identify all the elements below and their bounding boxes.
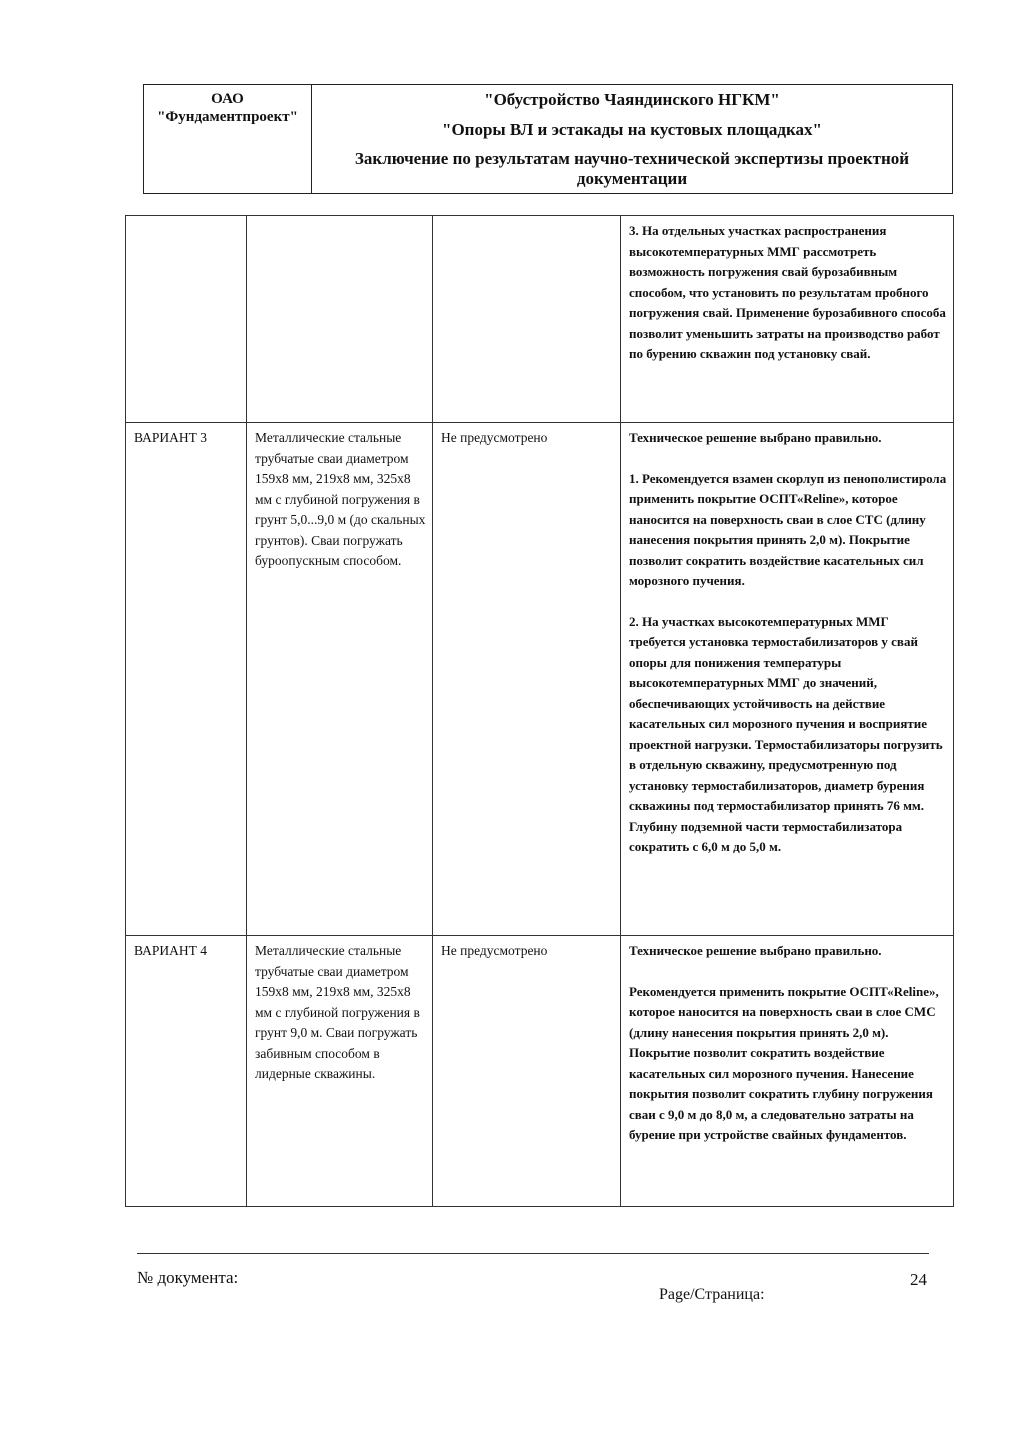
- document-title: Заключение по результатам научно-технической экспертизы проектной документации: [354, 149, 910, 188]
- table-row: [126, 216, 954, 423]
- description-cell: Металлические стальные трубчатые сваи диаметром 159х8 мм, 219х8 мм, 325х8 мм с глубиной погружения в грунт 9,0 м. Сваи погружать забивным способом в лидерные скважины.: [247, 936, 433, 1207]
- conclusion-paragraph: Рекомендуется применить покрытие ОСПТ«Reline», которое наносится на поверхность сваи в слое СМС (длину нанесения покрытия принять 2,0 м). Покрытие позволит сократить воздействие касательных сил морозного пучения. Нанесение покрытия позволит сократить глубину погружения сваи с 9,0 м до 8,0 м, а следовательно затраты на бурение при устройстве свайных фундаментов.: [629, 983, 939, 1142]
- provision-cell: Не предусмотрено: [433, 423, 621, 936]
- conclusion-verdict: Техническое решение выбрано правильно.: [629, 430, 882, 445]
- variant-cell: [126, 216, 247, 423]
- description-cell: Металлические стальные трубчатые сваи диаметром 159х8 мм, 219х8 мм, 325х8 мм с глубиной погружения в грунт 5,0...9,0 м (до скальных грунтов). Сваи погружать буроопускным способом.: [247, 423, 433, 936]
- conclusion-cell: [621, 423, 954, 936]
- conclusion-paragraph: 3. На отдельных участках распространения высокотемпературных ММГ рассмотреть возможность погружения свай бурозабивным способом, что установить по результатам пробного погружения свай. Применение бурозабивного способа позволит уменьшить затраты на производство работ по бурению скважин под установку свай.: [629, 223, 946, 361]
- conclusion-paragraph: 2. На участках высокотемпературных ММГ требуется установка термостабилизаторов у свай опоры для понижения температуры высокотемпературных ММГ до значений, обеспечивающих устойчивость на действие касательных сил морозного пучения и восприятие проектной нагрузки. Термостабилизаторы погрузить в отдельную скважину, предусмотренную под установку термостабилизаторов, диаметр бурения скважины под термостабилизатор принять 76 мм. Глубину подземной части термостабилизатора сократить с 6,0 м до 5,0 м.: [629, 613, 943, 854]
- conclusion-cell: [621, 936, 954, 1207]
- project-title: "Обустройство Чаяндинского НГКМ": [484, 90, 780, 109]
- variant-cell: ВАРИАНТ 3: [126, 423, 247, 936]
- table-row: [126, 423, 954, 936]
- description-cell: [247, 216, 433, 423]
- document-number-label: № документа:: [137, 1268, 239, 1287]
- org-line-1: ОАО: [211, 91, 244, 107]
- footer-divider: [137, 1253, 929, 1254]
- project-cell: [312, 85, 952, 193]
- page-number: 24: [910, 1270, 927, 1289]
- conclusion-cell: [621, 216, 954, 423]
- provision-cell: Не предусмотрено: [433, 936, 621, 1207]
- provision-cell: [433, 216, 621, 423]
- object-title: "Опоры ВЛ и эстакады на кустовых площадках": [442, 120, 822, 139]
- conclusion-verdict: Техническое решение выбрано правильно.: [629, 943, 882, 958]
- page-label: Page/Страница:: [659, 1286, 765, 1303]
- table-row: [126, 936, 954, 1207]
- variants-table: [125, 215, 954, 1207]
- org-line-2: "Фундаментпроект": [157, 109, 298, 125]
- organization-cell: [144, 85, 312, 193]
- variant-cell: ВАРИАНТ 4: [126, 936, 247, 1207]
- conclusion-paragraph: 1. Рекомендуется взамен скорлуп из пенополистирола применить покрытие ОСПТ«Reline», которое наносится на поверхность сваи в слое СТС (длину нанесения покрытия принять 2,0 м). Покрытие позволит сократить воздействие касательных сил морозного пучения.: [629, 470, 947, 588]
- document-header: [143, 84, 953, 194]
